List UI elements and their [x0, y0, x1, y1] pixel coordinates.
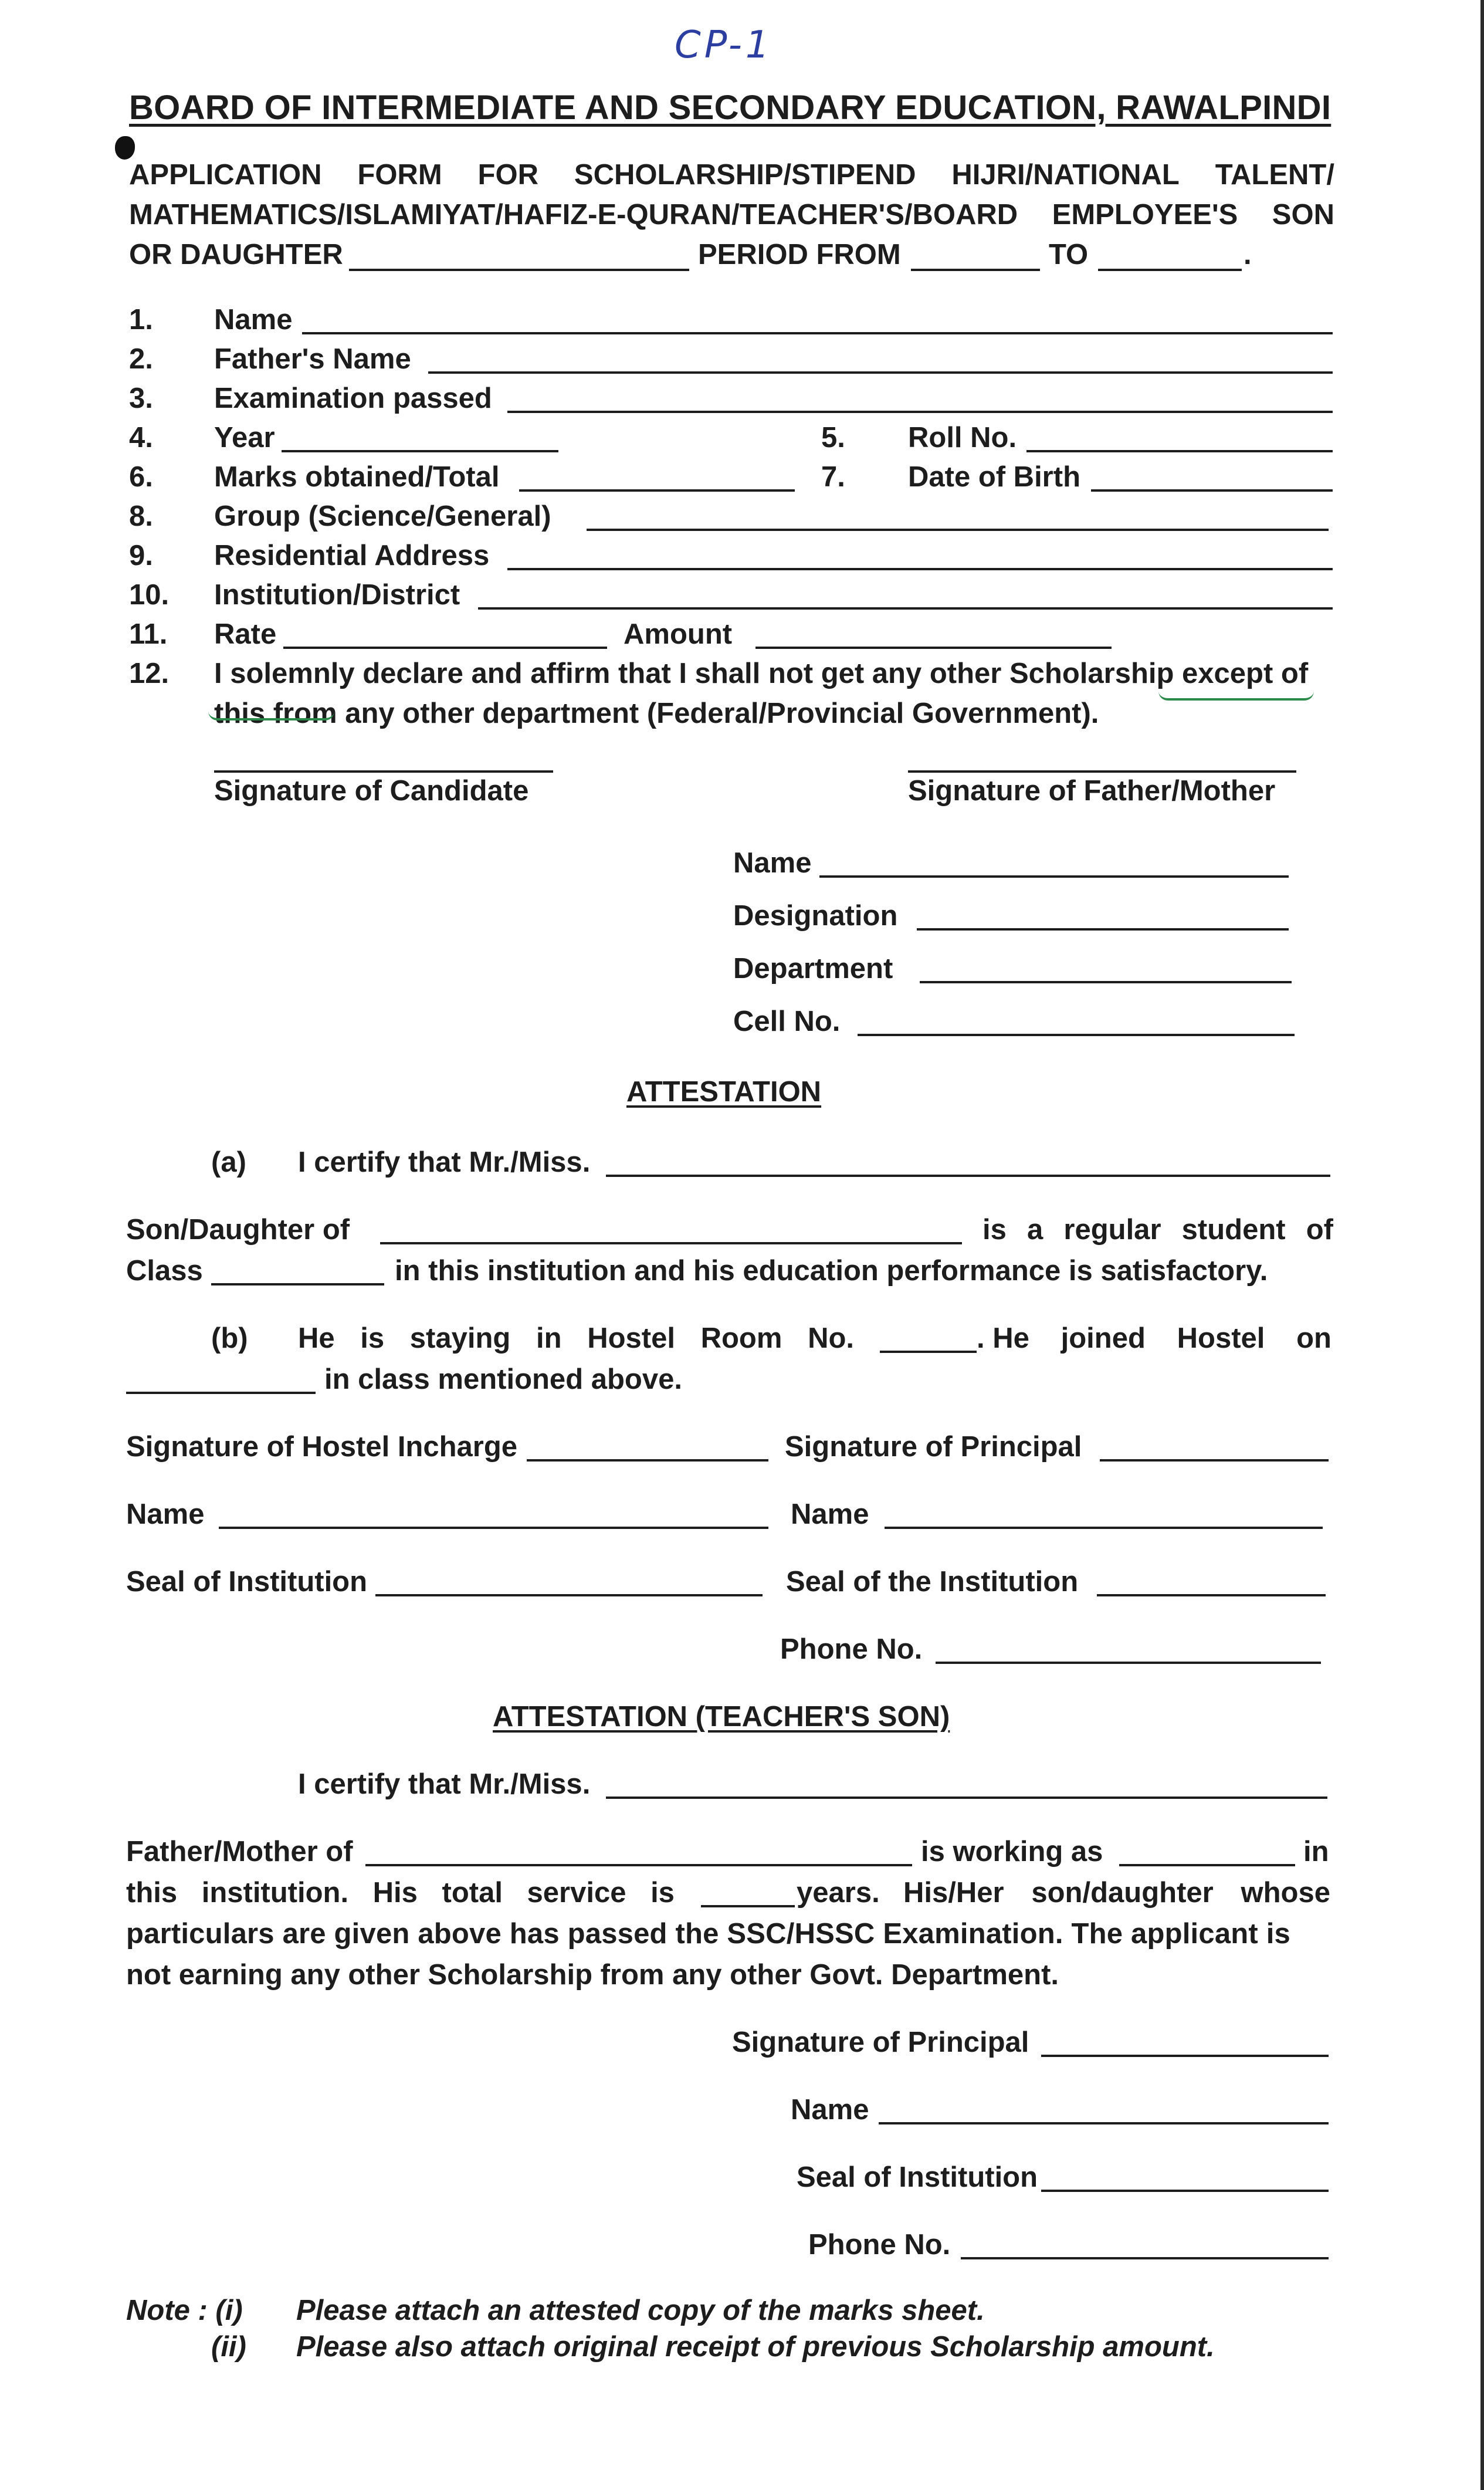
year-label: Year — [214, 422, 275, 454]
period-dot: . — [1244, 239, 1252, 270]
text-word: service — [527, 1877, 626, 1909]
field-number: 2. — [129, 343, 153, 375]
text-word: staying — [409, 1322, 511, 1354]
joined-hostel-text — [977, 1322, 1331, 1355]
text-word: is — [360, 1322, 385, 1354]
name-label: Name — [214, 304, 293, 336]
dob-label: Date of Birth — [908, 461, 1080, 493]
institution-label: Institution/District — [214, 579, 460, 611]
class-label: Class — [126, 1255, 203, 1287]
roll-no-field[interactable] — [1026, 450, 1333, 452]
hostel-incharge-name-label: Name — [126, 1498, 205, 1530]
class-mentioned-text: in class mentioned above. — [324, 1364, 682, 1395]
candidate-signature-line[interactable] — [214, 770, 553, 773]
text-word: Hostel — [1177, 1322, 1265, 1354]
hostel-seal-field[interactable] — [375, 1594, 763, 1596]
not-earning-text: not earning any other Scholarship from any other Govt. Department. — [126, 1959, 1059, 1991]
parent-designation-field[interactable] — [917, 928, 1289, 931]
attestation-student-name-field[interactable] — [606, 1175, 1330, 1177]
field-number: 7. — [821, 461, 845, 493]
attestation-a-label: (a) — [211, 1146, 246, 1178]
service-years-field[interactable] — [701, 1905, 795, 1907]
header-word: SCHOLARSHIP/STIPEND — [574, 159, 916, 191]
address-label: Residential Address — [214, 540, 490, 571]
group-label: Group (Science/General) — [214, 500, 551, 532]
text-word: No. — [808, 1322, 854, 1354]
teacher-principal-name-label: Name — [791, 2094, 869, 2126]
field-number: 10. — [129, 579, 170, 611]
text-word: regular — [1063, 1214, 1161, 1246]
text-word: . He — [977, 1322, 1029, 1354]
text-word: is — [650, 1877, 675, 1909]
text-word: Room — [700, 1322, 782, 1354]
text-word: whose — [1241, 1877, 1330, 1909]
field-number: 11. — [129, 618, 168, 650]
or-daughter-label: OR DAUGHTER — [129, 239, 343, 270]
address-field[interactable] — [507, 568, 1333, 570]
rate-label: Rate — [214, 618, 277, 650]
hostel-incharge-signature-field[interactable] — [527, 1459, 768, 1461]
period-from-blank[interactable] — [911, 269, 1040, 271]
header-word: TALENT/ — [1215, 159, 1334, 191]
text-word: He — [298, 1322, 335, 1354]
header-word: FOR — [477, 159, 538, 191]
total-service-text — [126, 1876, 675, 1909]
hostel-room-text — [298, 1322, 854, 1355]
principal-signature-field[interactable] — [1100, 1459, 1329, 1461]
hostel-incharge-signature-label: Signature of Hostel Incharge — [126, 1431, 518, 1463]
text-word: in — [536, 1322, 562, 1354]
text-word: son/daughter — [1031, 1877, 1214, 1909]
green-pen-underline — [208, 711, 334, 720]
board-title: BOARD OF INTERMEDIATE AND SECONDARY EDUCATION, RAWALPINDI — [129, 89, 1331, 127]
hostel-room-field[interactable] — [880, 1351, 977, 1353]
header-word: MATHEMATICS/ISLAMIYAT/HAFIZ-E-QURAN/TEACHER'S/BOARD — [129, 199, 1018, 231]
hostel-join-date-field[interactable] — [126, 1392, 316, 1394]
teacher-principal-name-field[interactable] — [879, 2122, 1329, 2124]
teacher-phone-label: Phone No. — [808, 2229, 951, 2261]
text-word: of — [1306, 1214, 1333, 1246]
green-pen-underline — [1158, 691, 1314, 701]
note-text-ii: Please also attach original receipt of previous Scholarship amount. — [296, 2331, 1215, 2363]
text-word: on — [1296, 1322, 1331, 1354]
parent-designation-label: Designation — [733, 900, 898, 932]
field-number: 6. — [129, 461, 153, 493]
note-label-ii: (ii) — [211, 2331, 246, 2363]
institution-field[interactable] — [478, 607, 1333, 610]
teacher-phone-field[interactable] — [961, 2257, 1329, 2259]
institution-seal-field[interactable] — [1097, 1594, 1326, 1596]
teacher-student-name-field[interactable] — [606, 1797, 1327, 1799]
amount-field[interactable] — [755, 647, 1112, 649]
field-number: 8. — [129, 500, 153, 532]
or-daughter-blank[interactable] — [349, 269, 689, 271]
teacher-seal-field[interactable] — [1041, 2190, 1329, 2192]
parent-cell-label: Cell No. — [733, 1006, 841, 1037]
principal-name-label: Name — [791, 1498, 869, 1530]
note-label-i: Note : (i) — [126, 2295, 243, 2326]
hostel-incharge-name-field[interactable] — [219, 1527, 768, 1529]
text-word: student — [1181, 1214, 1286, 1246]
phone-label: Phone No. — [780, 1633, 923, 1665]
parent-department-field[interactable] — [920, 981, 1292, 983]
period-from-label: PERIOD FROM — [698, 239, 901, 270]
son-daughter-of-label: Son/Daughter of — [126, 1214, 350, 1246]
header-word: FORM — [357, 159, 442, 191]
in-label: in — [1303, 1836, 1329, 1868]
attestation-certify-text: I certify that Mr./Miss. — [298, 1146, 591, 1178]
ink-blot — [115, 136, 135, 160]
teacher-attestation-title: ATTESTATION (TEACHER'S SON) — [493, 1701, 950, 1733]
institution-seal-label: Seal of the Institution — [786, 1566, 1079, 1598]
parent-name-label: Name — [733, 847, 812, 879]
parent-signature-line[interactable] — [908, 770, 1296, 773]
text-word: total — [442, 1877, 503, 1909]
years-label: years. — [797, 1877, 880, 1909]
field-number: 1. — [129, 304, 153, 336]
text-word: joined — [1061, 1322, 1146, 1354]
header-line-1 — [129, 158, 1334, 191]
text-word: is — [982, 1214, 1007, 1246]
field-number: 4. — [129, 422, 153, 454]
text-word: His — [372, 1877, 418, 1909]
declaration-line-2: this from any other department (Federal/Provincial Government). — [214, 698, 1099, 729]
teacher-seal-label: Seal of Institution — [797, 2161, 1038, 2193]
field-number: 9. — [129, 540, 153, 571]
name-field[interactable] — [302, 332, 1333, 334]
class-field[interactable] — [211, 1283, 384, 1285]
son-daughter-whose-text — [903, 1876, 1330, 1909]
attestation-title: ATTESTATION — [626, 1076, 822, 1108]
field-number: 12. — [129, 658, 170, 689]
field-number: 5. — [821, 422, 845, 454]
exam-passed-label: Examination passed — [214, 383, 492, 414]
text-word: institution. — [201, 1877, 349, 1909]
year-field[interactable] — [282, 450, 558, 452]
parent-department-label: Department — [733, 953, 893, 985]
teacher-certify-text: I certify that Mr./Miss. — [298, 1768, 591, 1800]
handwritten-mark: CP-1 — [675, 23, 773, 67]
amount-label: Amount — [624, 618, 733, 650]
regular-student-text — [982, 1213, 1333, 1246]
working-as-label: is working as — [921, 1836, 1103, 1868]
candidate-signature-label: Signature of Candidate — [214, 775, 529, 807]
text-word: this — [126, 1877, 178, 1909]
principal-name-field[interactable] — [885, 1527, 1323, 1529]
group-field[interactable] — [587, 529, 1329, 531]
marks-label: Marks obtained/Total — [214, 461, 500, 493]
father-mother-of-label: Father/Mother of — [126, 1836, 353, 1868]
rate-field[interactable] — [283, 647, 607, 649]
phone-field[interactable] — [936, 1662, 1321, 1664]
father-name-field[interactable] — [428, 371, 1333, 374]
header-word: APPLICATION — [129, 159, 322, 191]
working-as-field[interactable] — [1119, 1864, 1295, 1866]
particulars-text: particulars are given above has passed the SSC/HSSC Examination. The applicant is — [126, 1918, 1291, 1950]
field-number: 3. — [129, 383, 153, 414]
parent-cell-field[interactable] — [858, 1034, 1295, 1036]
roll-no-label: Roll No. — [908, 422, 1017, 454]
dob-field[interactable] — [1091, 489, 1333, 492]
marks-field[interactable] — [519, 489, 795, 492]
header-word: EMPLOYEE'S — [1052, 199, 1238, 231]
text-word: a — [1027, 1214, 1043, 1246]
text-word: His/Her — [903, 1877, 1004, 1909]
parent-name-field[interactable] — [819, 875, 1289, 878]
header-word: SON — [1272, 199, 1334, 231]
period-to-blank[interactable] — [1098, 269, 1242, 271]
teacher-principal-signature-label: Signature of Principal — [732, 2026, 1029, 2058]
header-line-2 — [129, 198, 1334, 231]
attestation-b-label: (b) — [211, 1322, 248, 1354]
principal-signature-label: Signature of Principal — [785, 1431, 1082, 1463]
class-rest-text: in this institution and his education performance is satisfactory. — [395, 1255, 1268, 1287]
father-name-label: Father's Name — [214, 343, 411, 375]
teacher-principal-signature-field[interactable] — [1041, 2055, 1329, 2057]
header-word: HIJRI/NATIONAL — [951, 159, 1180, 191]
hostel-seal-label: Seal of Institution — [126, 1566, 368, 1598]
son-daughter-of-field[interactable] — [380, 1242, 962, 1244]
declaration-line-1: I solemnly declare and affirm that I shall not get any other Scholarship except of — [214, 658, 1309, 689]
period-to-label: TO — [1049, 239, 1089, 270]
exam-passed-field[interactable] — [507, 411, 1333, 413]
parent-signature-label: Signature of Father/Mother — [908, 775, 1276, 807]
note-text-i: Please attach an attested copy of the marks sheet. — [296, 2295, 985, 2326]
father-mother-of-field[interactable] — [365, 1864, 912, 1866]
text-word: Hostel — [587, 1322, 675, 1354]
